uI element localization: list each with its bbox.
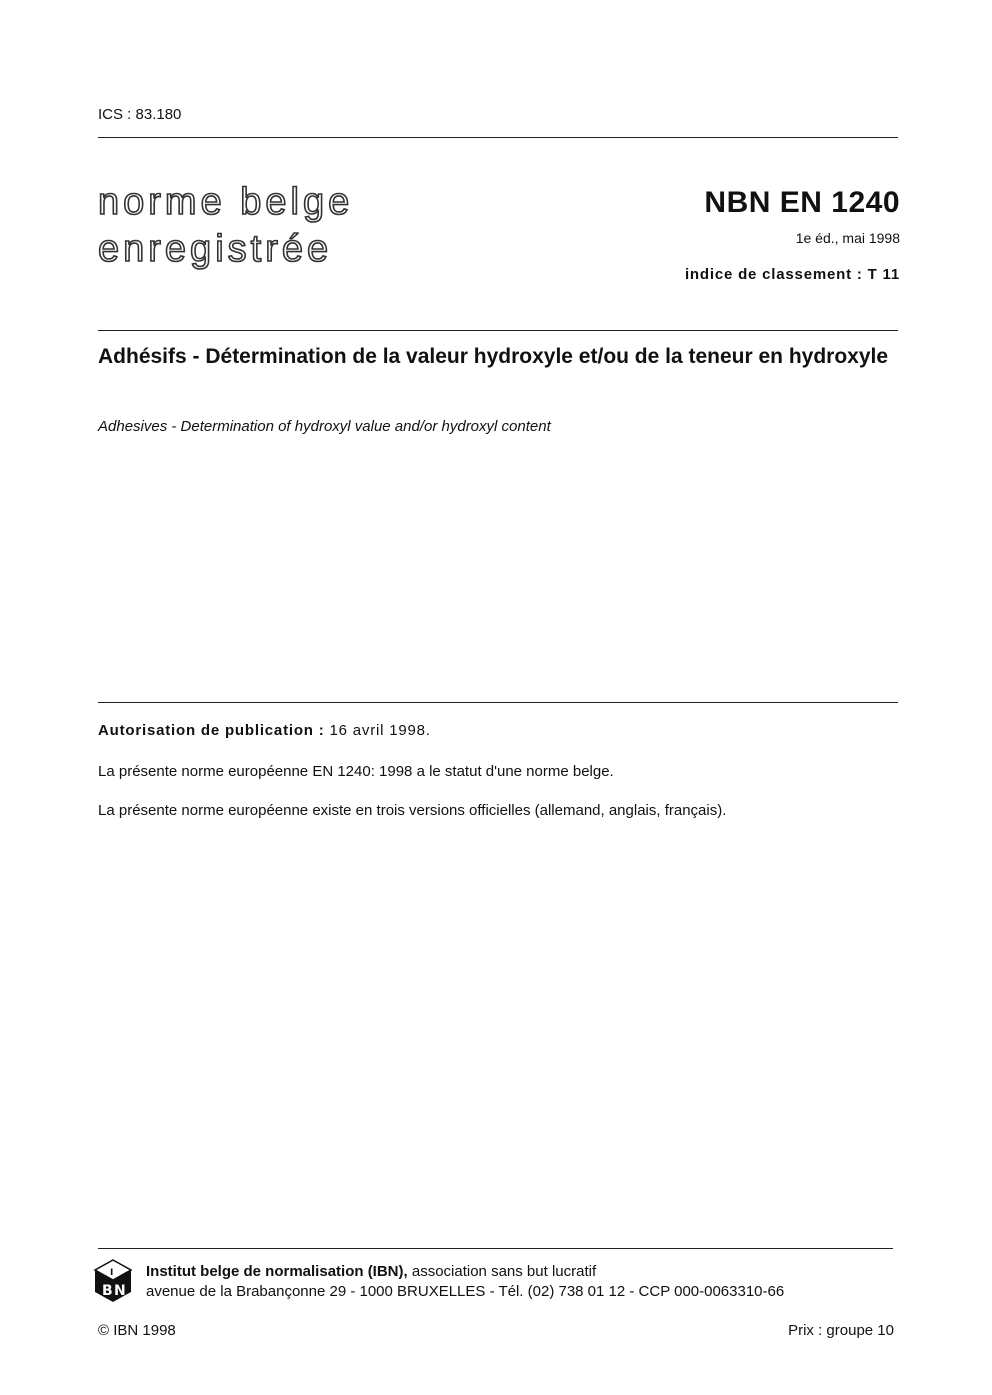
statement-versions: La présente norme européenne existe en trois versions officielles (allemand, anglais, français). [98,802,727,819]
footer-rule [98,1248,893,1249]
title-enregistree: enregistrée [98,228,333,270]
price-group: Prix : groupe 10 [788,1322,894,1339]
title-rule [98,330,898,331]
french-title: Adhésifs - Détermination de la valeur hydroxyle et/ou de la teneur en hydroxyle [98,345,889,368]
title-norme-belge: norme belge [98,181,354,223]
institute-line [146,1263,596,1280]
svg-text:I: I [110,1268,114,1278]
english-title: Adhesives - Determination of hydroxyl value and/or hydroxyl content [98,418,551,435]
authorisation-label: Autorisation de publication : [98,722,325,739]
institute-name: Institut belge de normalisation (IBN), [146,1263,408,1280]
institute-address: avenue de la Brabançonne 29 - 1000 BRUXELLES - Tél. (02) 738 01 12 - CCP 000-0063310-66 [146,1283,785,1300]
standard-number: NBN EN 1240 [704,186,900,219]
classification-index: indice de classement : T 11 [684,266,900,283]
publication-rule [98,702,898,703]
ics-code: ICS : 83.180 [98,106,182,123]
ibn-logo-icon [93,1258,133,1304]
svg-text:B: B [102,1283,113,1299]
statement-status: La présente norme européenne EN 1240: 1998 a le statut d'une norme belge. [98,763,614,780]
authorisation-line [98,722,431,739]
authorisation-date: 16 avril 1998. [329,722,431,739]
header-rule [98,137,898,138]
institute-description: association sans but lucratif [407,1263,597,1280]
copyright: © IBN 1998 [98,1322,176,1339]
edition: 1e éd., mai 1998 [795,230,900,246]
svg-text:N: N [114,1283,126,1299]
